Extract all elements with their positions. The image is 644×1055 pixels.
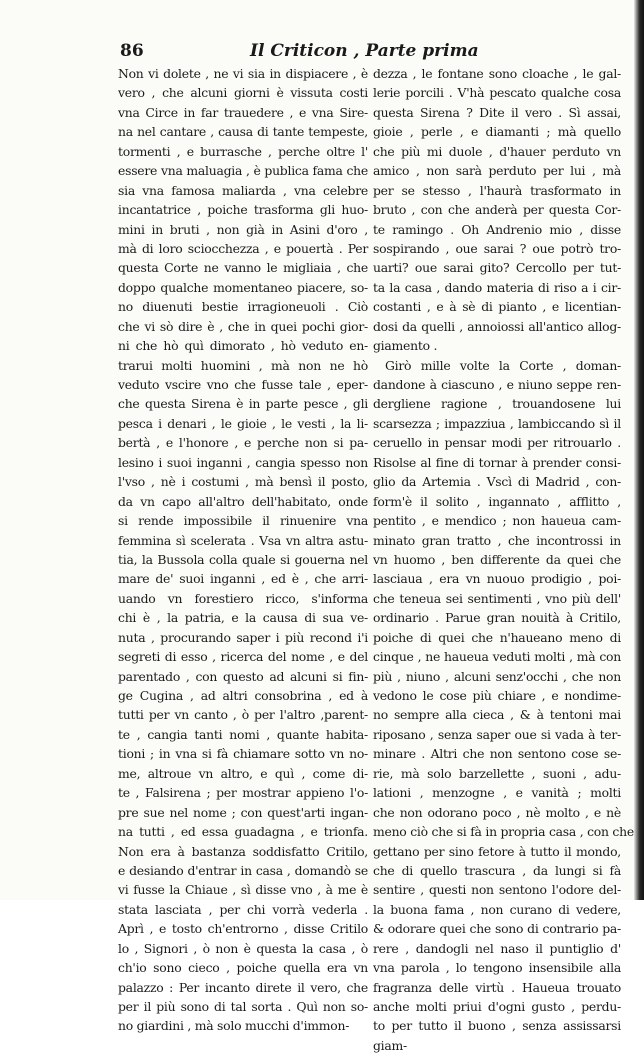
text-line: giam- [373, 1037, 407, 1053]
text-line: costanti , e à sè di pianto , e licentian- [373, 299, 621, 315]
text-line: mà di loro sciocchezza , e pouertà . Per [118, 240, 368, 256]
text-line: na tutti , ed essa guadagna , e trionfa. [118, 824, 368, 840]
text-line: me, altroue vn altro, e quì , come di- [118, 765, 368, 781]
text-line: lesino i suoi inganni , cangia spesso non [118, 454, 368, 470]
page-edge-shadow [634, 0, 644, 900]
text-line: che vi sò dire è , che in quei pochi gior- [118, 318, 368, 334]
text-line: no sempre alla cieca , & à tentoni mai [373, 707, 621, 723]
text-line: Risolse al fine di tornar à prender consi- [373, 454, 621, 470]
text-line: che teneua sei sentimenti , vno più dell' [373, 590, 621, 606]
text-line: ceruello in pensar modi per ritrouarlo . [373, 435, 621, 451]
text-line: te , Falsirena ; per mostrar appieno l'o- [118, 785, 368, 801]
text-line: to per tutto il buono , senza assissarsi [373, 1018, 621, 1034]
text-line: tutti per vn canto , ò per l'altro ,parent- [118, 707, 368, 723]
text-line: lationi , menzogne , e vanità ; molti [373, 785, 621, 801]
text-line: ch'io sono cieco , poiche quella era vn [118, 960, 368, 976]
text-line: bruto , con che anderà per questa Cor- [373, 202, 621, 218]
text-line: glio da Artemia . Vscì di Madrid , con- [373, 474, 621, 490]
text-line: che di quello trascura , da lungi si fà [373, 862, 621, 878]
right-text-column [373, 64, 634, 1053]
text-line: mare de' suoi inganni , ed è , che arri- [118, 571, 368, 587]
text-line: incantatrice , poiche trasforma gli huo- [118, 202, 368, 218]
text-line: lasciaua , era vn nuouo prodigio , poi- [373, 571, 621, 587]
text-line: dandone à ciascuno , e niuno seppe ren- [373, 377, 621, 392]
text-line: no diuenuti bestie irragioneuoli . Ciò [118, 299, 368, 315]
text-line: minato gran tratto , che incontrossi in [373, 532, 621, 548]
text-line: uarti? oue sarai gito? Cercollo per tut- [373, 260, 621, 276]
text-line: no giardini , mà solo mucchi d'immon- [118, 1018, 350, 1034]
text-line: ge Cugina , ad altri consobrina , ed à [118, 688, 368, 703]
text-line: rie, mà solo barzellette , suoni , adu- [373, 765, 621, 781]
text-line: Aprì , e tosto ch'entrorno , disse Critilo [118, 921, 368, 937]
text-line: chi è , la patria, e la causa di sua ve- [118, 610, 368, 626]
text-line: più , niuno , alcuni senz'occhi , che non [373, 668, 621, 684]
text-line: tioni ; in vna si fà chiamare sotto vn no- [118, 746, 368, 762]
text-line: ordinario . Parue gran nouità à Critilo, [373, 610, 621, 626]
text-line: te , cangia tanti nomi , quante habita- [118, 726, 368, 742]
text-line: l'vso , nè i costumi , mà bensì il posto, [118, 474, 368, 490]
text-line: nuta , procurando saper i più recond i'i [118, 629, 368, 645]
text-line: Girò mille volte la Corte , doman- [385, 357, 621, 373]
text-line: te ramingo . Oh Andrenio mio , disse [373, 221, 621, 237]
text-line: giamento . [373, 338, 438, 354]
text-line: e desiando d'entrar in casa , domandò se [118, 862, 368, 878]
text-line: ta la casa , dando materia di riso a i cir- [373, 279, 621, 295]
text-line: da vn capo all'altro dell'habitato, onde [118, 493, 368, 509]
text-line: questa Sirena ? Dite il vero . Sì assai, [373, 104, 621, 120]
text-line: ni che hò quì dimorato , hò veduto en- [118, 338, 368, 354]
text-line: fragranza delle virtù . Haueua trouato [373, 979, 621, 995]
text-line: tormenti , e burrasche , perche oltre l' [118, 143, 368, 159]
text-line: vedono le cose più chiare , e nondime- [373, 688, 621, 703]
text-line: sentire , questi non sentono l'odore del- [373, 882, 621, 898]
text-line: dosi da quelli , annoiossi all'antico allog- [373, 318, 621, 334]
text-line: gioie , perle , e diamanti ; mà quello [373, 124, 621, 140]
text-line: la buona fama , non curano di vedere, [373, 901, 621, 917]
text-line: trarui molti huomini , mà non ne hò [118, 357, 368, 373]
text-line: meno ciò che si fà in propria casa , con che [373, 824, 634, 840]
text-line: pre sue nel nome ; con quest'arti ingan- [118, 804, 368, 820]
text-line: essere vna maluagia , è publica fama che [118, 163, 368, 179]
text-line: che questa Sirena è in parte pesce , gli [118, 396, 368, 412]
page-number: 86 [120, 41, 144, 61]
text-line: amico , non sarà perduto per lui , mà [373, 163, 621, 179]
text-line: dergliene ragione , trouandosene lui [373, 396, 621, 412]
text-line: segreti di esso , ricerca del nome , e del [118, 649, 368, 665]
text-line: bertà , e l'honore , e perche non si pa- [118, 435, 368, 451]
text-line: femmina sì scelerata . Vsa vn altra astu- [118, 532, 368, 548]
text-line: na nel cantare , causa di tante tempeste, [118, 124, 368, 140]
text-line: poiche di quei che n'haueano meno di [373, 629, 621, 645]
text-line: vn huomo , ben differente da quei che [373, 551, 621, 567]
text-line: riposano , senza saper oue si vada à ter- [373, 726, 621, 742]
text-line: per il più sono di tal sorta . Quì non so- [118, 999, 368, 1014]
text-line: gettano per sino fetore à tutto il mondo, [373, 843, 621, 859]
text-line: vi fusse la Chiaue , sì disse vno , à me è [118, 882, 368, 898]
text-line: veduto vscire vno che fusse tale , eper- [118, 377, 368, 392]
text-line: vna Circe in far trauedere , e vna Sire- [118, 104, 368, 120]
text-line: si rende impossibile il rinuenire vna [118, 513, 368, 529]
text-line: lerie porcili . V'hà pescato qualche cosa [373, 85, 621, 101]
text-line: minare . Altri che non sentono cose se- [373, 746, 621, 762]
text-line: Non era à bastanza soddisfatto Critilo, [118, 843, 368, 859]
text-line: parentado , con questo ad alcuni si fin- [118, 668, 368, 684]
text-line: vna parola , lo tengono insensibile alla [373, 960, 621, 976]
text-line: Non vi dolete , ne vi sia in dispiacere , è [118, 66, 368, 81]
text-line: lo , Signori , ò non è questa la casa , ò [118, 940, 368, 956]
text-line: anche molti priui d'ogni gusto , perdu- [373, 999, 621, 1014]
page-header [120, 38, 620, 64]
text-line: uando vn forestiero ricco, s'informa [118, 590, 368, 606]
text-line: sia vna famosa maliarda , vna celebre [118, 182, 368, 198]
text-line: vero , che alcuni giorni è vissuta costi [118, 85, 368, 101]
text-line: rere , dandogli nel naso il puntiglio d' [373, 940, 621, 956]
text-line: per se stesso , l'haurà trasformato in [373, 182, 621, 198]
text-line: pesca i denari , le gioie , le vesti , la li- [118, 415, 368, 431]
text-line: sospirando , oue sarai ? oue potrò tro- [373, 240, 621, 256]
text-line: stata lasciata , per chi vorrà vederla . [118, 901, 368, 917]
text-line: tia, la Bussola colla quale si gouerna nel [118, 551, 368, 567]
text-line: che non odorano poco , nè molto , e nè [373, 804, 621, 820]
text-line: palazzo : Per incanto direte il vero, che [118, 979, 368, 995]
text-line: cinque , ne haueua veduti molti , mà con [373, 649, 621, 665]
text-line: che più mi duole , d'hauer perduto vn [373, 143, 621, 159]
text-line: & odorare quei che sono di contrario pa- [373, 921, 621, 937]
left-text-column [118, 64, 368, 1034]
text-line: mini in bruti , non già in Asini d'oro , [118, 221, 368, 237]
text-line: pentito , e mendico ; non haueua cam- [373, 513, 621, 529]
text-line: form'è il solito , ingannato , afflitto , [373, 493, 621, 509]
text-line: doppo qualche momentaneo piacere, so- [118, 279, 368, 295]
text-line: scarsezza ; impazziua , lambiccando sì il [373, 415, 621, 431]
running-head: Il Criticon , Parte prima [250, 41, 479, 61]
text-line: questa Corte ne vanno le migliaia , che [118, 260, 368, 276]
text-line: dezza , le fontane sono cloache , le gal- [373, 66, 621, 81]
